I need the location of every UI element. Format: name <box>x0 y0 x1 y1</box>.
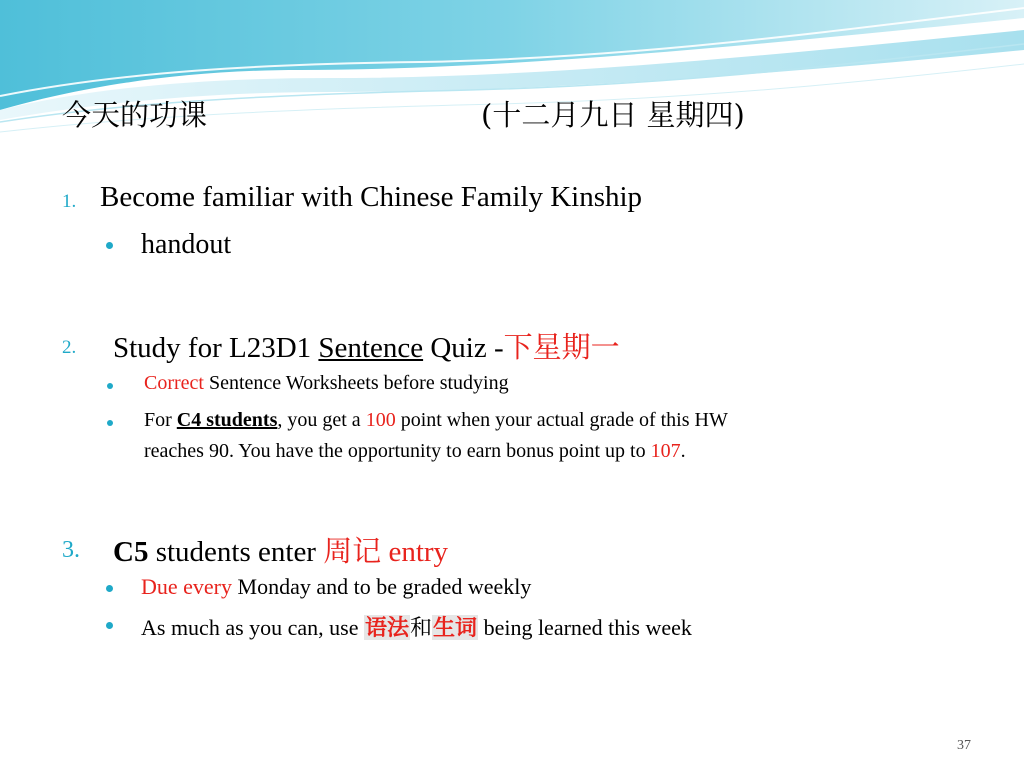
item-2-bullet-2-line-2: reaches 90. You have the opportunity to earn bonus point up to 107. <box>144 440 686 462</box>
item-2-bullet-2-line-1: For C4 students, you get a 100 point when your actual grade of this HW <box>144 409 728 431</box>
bullet-icon <box>106 585 113 592</box>
page-number: 37 <box>957 738 971 753</box>
slide-date: (十二月九日 星期四) <box>481 98 745 132</box>
item-1-heading: Become familiar with Chinese Family Kinship <box>100 181 643 213</box>
item-1-bullet-1: handout <box>141 229 232 260</box>
bullet-icon <box>107 420 113 426</box>
item-2-bullet-1: Correct Sentence Worksheets before studying <box>144 372 509 394</box>
item-3-bullet-2: As much as you can, use 语法和生词 being learned this week <box>141 615 692 640</box>
item-3-bullet-1: Due every Monday and to be graded weekly <box>141 574 532 599</box>
item-2-heading: Study for L23D1 Sentence Quiz -下星期一 <box>113 332 620 364</box>
bullet-icon <box>106 242 113 249</box>
item-3-number: 3. <box>62 537 80 563</box>
item-1-number: 1. <box>62 191 77 212</box>
slide-title: 今天的功课 <box>62 98 208 132</box>
item-3-heading: C5 students enter 周记 entry <box>113 536 449 568</box>
bullet-icon <box>106 622 113 629</box>
item-2-number: 2. <box>62 337 77 358</box>
bullet-icon <box>107 383 113 389</box>
